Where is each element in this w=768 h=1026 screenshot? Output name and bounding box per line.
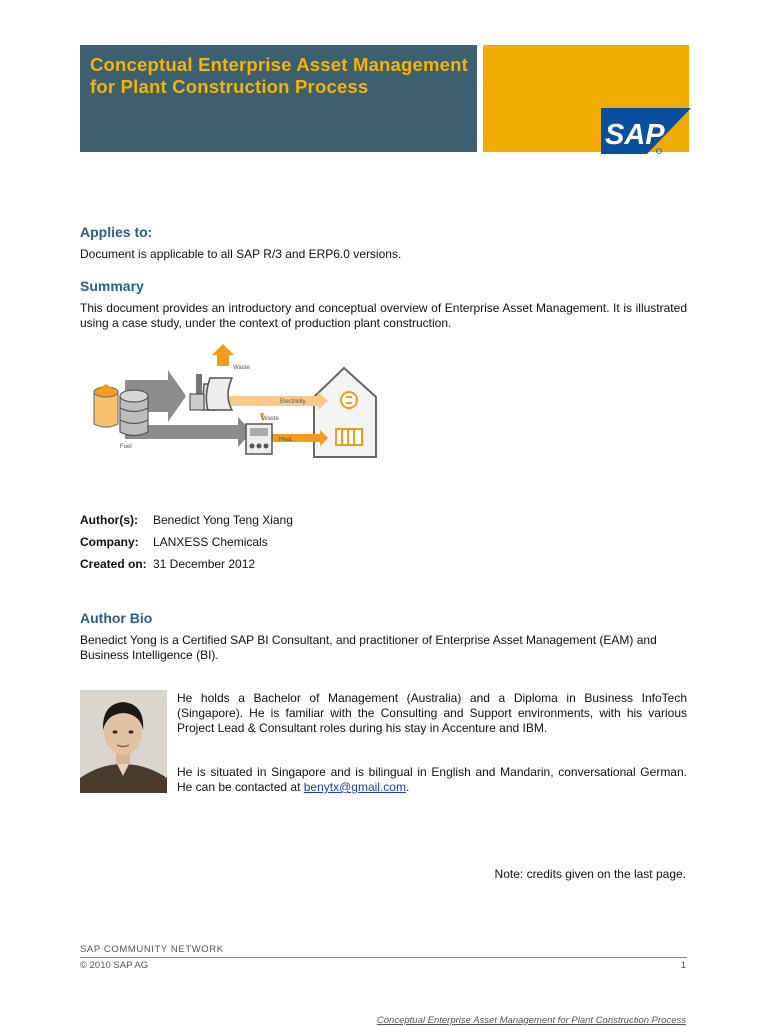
energy-flow-diagram [80, 340, 385, 465]
document-title: Conceptual Enterprise Asset Management for Plant Construction Process [90, 54, 469, 97]
summary-heading: Summary [80, 278, 144, 294]
author-photo [80, 690, 167, 793]
author-bio-intro: Benedict Yong is a Certified SAP BI Consultant, and practitioner of Enterprise Asset Management (EAM) and Business Intelligence (BI). [80, 633, 657, 662]
label-waste-mid: Waste [262, 416, 279, 422]
running-title: Conceptual Enterprise Asset Management for Plant Construction Process [376, 1015, 686, 1026]
created-label: Created on: [80, 557, 147, 571]
author-bio-para2-end: . [405, 780, 410, 794]
created-row [80, 557, 255, 571]
page-number: 1 [680, 960, 686, 971]
summary-text: This document provides an introductory and conceptual overview of Enterprise Asset Management. It is illustrated using a case study, under the context of production plant construction. [80, 301, 687, 330]
footer-copyright: © 2010 SAP AG [80, 960, 149, 971]
label-fuel: Fuel [120, 444, 132, 450]
sap-logo [601, 108, 691, 154]
credits-note: Note: credits given on the last page. [494, 867, 686, 881]
author-bio-para2-text: He is situated in Singapore and is bilingual in English and Mandarin, conversational German. He can be contacted at [177, 765, 687, 794]
author-email-link[interactable]: benytx@gmail.com [303, 780, 406, 794]
company-label: Company: [80, 535, 139, 549]
author-bio-heading: Author Bio [80, 610, 153, 626]
plug-icon [341, 392, 357, 408]
label-waste-top: Waste [233, 365, 250, 371]
author-row [80, 513, 293, 527]
power-plant-icon [206, 378, 232, 410]
author-bio-para1: He holds a Bachelor of Management (Australia) and a Diploma in Business InfoTech (Singapore). He is familiar with the Consulting and Support environments, with his various Project Lead & Consultant roles during his stay in Accenture and IBM. [177, 691, 687, 735]
footer-divider [80, 957, 687, 958]
company-row [80, 535, 268, 549]
waste-arrow-top [212, 344, 234, 355]
applies-to-heading: Applies to: [80, 224, 153, 240]
label-heat: Heat [279, 437, 292, 443]
author-bio-para2 [177, 765, 687, 795]
footer-network: SAP COMMUNITY NETWORK [80, 944, 224, 955]
created-value: 31 December 2012 [153, 557, 256, 571]
author-value: Benedict Yong Teng Xiang [153, 513, 293, 527]
sap-logo-text: SAP [605, 119, 665, 151]
author-label: Author(s): [80, 513, 138, 527]
applies-to-text: Document is applicable to all SAP R/3 and ERP6.0 versions. [80, 247, 402, 261]
company-value: LANXESS Chemicals [153, 535, 268, 549]
label-electricity: Electricity [280, 399, 306, 405]
